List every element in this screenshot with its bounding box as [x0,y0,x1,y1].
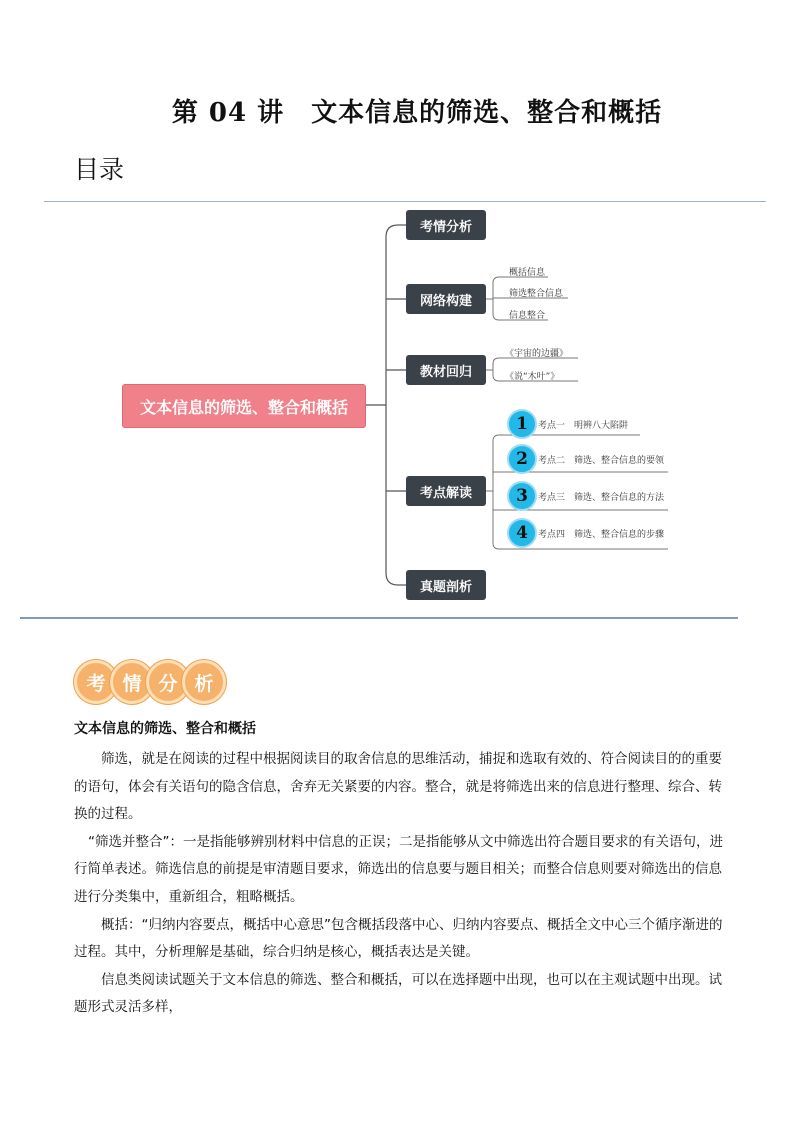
kaodian-item-3: 考点三 筛选、整合信息的方法 [538,493,665,503]
section-subheading: 文本信息的筛选、整合和概括 [74,721,256,737]
section-badge-3: 分 [146,660,190,704]
leaf-textbook-2: 《说“木叶”》 [505,372,560,382]
mind-map-root: 文本信息的筛选、整合和概括 [122,384,366,428]
kaodian-number-2: 2 [507,444,537,474]
section-badge-4: 析 [182,660,226,704]
kaodian-item-4: 考点四 筛选、整合信息的步骤 [538,530,665,540]
branch-network: 网络构建 [406,284,486,314]
paragraph-1: 筛选，就是在阅读的过程中根据阅读目的取舍信息的思维活动，捕捉和选取有效的、符合阅读目的的重要的语句，体会有关语句的隐含信息，舍弃无关紧要的内容。整合，就是将筛选出来的信息进行整理、综合、转换的过程。 [74,751,722,823]
branch-kaoqing: 考情分析 [406,210,486,240]
mind-map-connectors [0,200,794,620]
leaf-network-2: 筛选整合信息 [509,289,564,299]
branch-zhenti: 真题剖析 [406,570,486,600]
branch-kaodian: 考点解读 [406,476,486,506]
section-body [74,746,724,1022]
kaodian-number-4: 4 [507,518,537,548]
kaodian-number-3: 3 [507,481,537,511]
leaf-textbook-1: 《宇宙的边疆》 [505,349,569,359]
toc-heading: 目录 [74,155,125,184]
kaodian-number-1: 1 [507,409,537,439]
paragraph-3: 概括：“归纳内容要点，概括中心意思”包含概括段落中心、归纳内容要点、概括全文中心三个循序渐进的过程。其中，分析理解是基础，综合归纳是核心，概括表达是关键。 [74,916,723,961]
leaf-network-3: 信息整合 [509,311,546,321]
mind-map [0,200,794,620]
kaodian-item-2: 考点二 筛选、整合信息的要领 [538,456,665,466]
leaf-network-1: 概括信息 [509,268,546,278]
paragraph-4: 信息类阅读试题关于文本信息的筛选、整合和概括，可以在选择题中出现，也可以在主观试题中出现。试题形式灵活多样， [74,971,722,1016]
divider-bottom [20,617,738,619]
paragraph-2: “筛选并整合”：一是指能够辨别材料中信息的正误；二是指能够从文中筛选出符合题目要求的有关语句，进行简单表述。筛选信息的前提是审清题目要求，筛选出的信息要与题目相关；而整合信息则要对筛选出的信息进行分类集中，重新组合，粗略概括。 [74,833,723,905]
kaodian-item-1: 考点一 明辨八大陷阱 [538,421,629,431]
section-badge-1: 考 [74,660,118,704]
page-title: 第 04 讲 文本信息的筛选、整合和概括 [171,98,663,128]
section-badge-2: 情 [110,660,154,704]
branch-textbook: 教材回归 [406,355,486,385]
